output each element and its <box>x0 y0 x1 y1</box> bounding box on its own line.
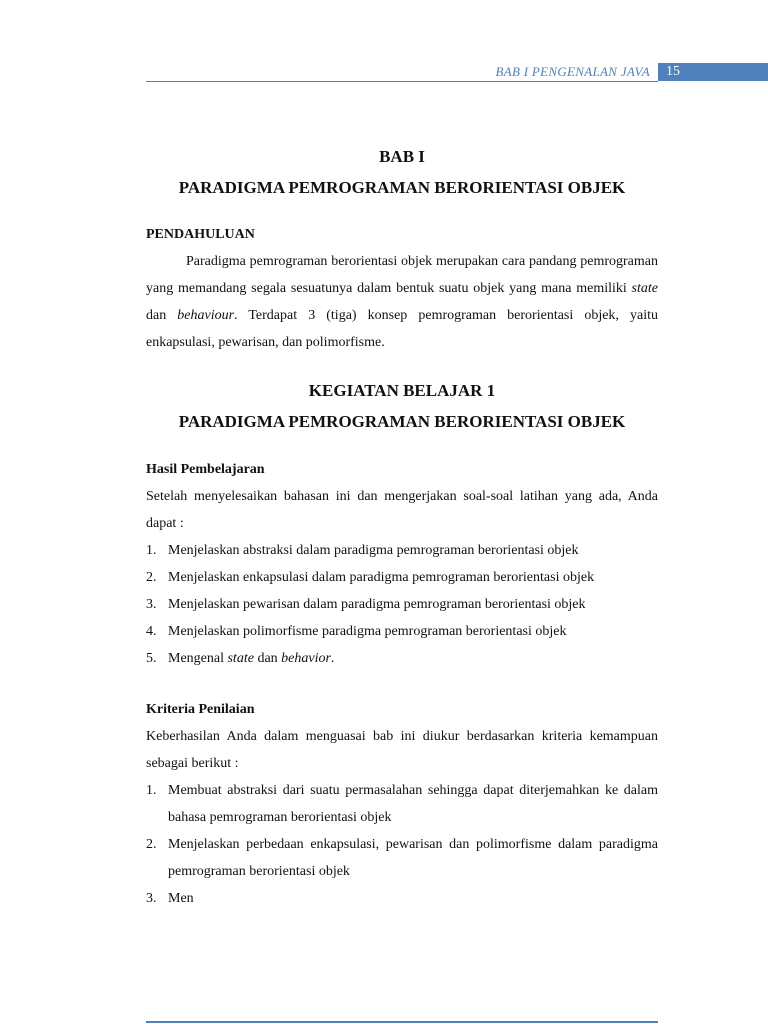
list-item-text: Men <box>168 891 194 906</box>
list-item <box>146 885 658 912</box>
hasil-pembelajaran-list <box>146 537 658 672</box>
list-number: 2. <box>146 837 157 852</box>
list-number: 4. <box>146 624 157 639</box>
kriteria-penilaian-heading: Kriteria Penilaian <box>146 702 255 717</box>
term-state: state <box>227 651 254 666</box>
list-item-text-2: dan <box>253 651 282 666</box>
list-number: 3. <box>146 597 157 612</box>
list-item-text-3: . <box>330 651 335 666</box>
pendahuluan-paragraph <box>146 248 658 356</box>
pendahuluan-text-3: . Terdapat 3 (tiga) konsep pemrograman berorientasi objek, yaitu enkapsulasi, pewarisan, dan polimorfisme. <box>146 308 658 350</box>
list-number: 3. <box>146 891 157 906</box>
pendahuluan-text-1: Paradigma pemrograman berorientasi objek merupakan cara pandang pemrograman yang memandang segala sesuatunya dalam bentuk suatu objek yang mana memiliki <box>146 254 658 296</box>
chapter-label: BAB I <box>379 147 425 166</box>
hasil-pembelajaran-section <box>146 456 658 672</box>
header-rule <box>146 81 658 82</box>
list-item-text: Menjelaskan pewarisan dalam paradigma pemrograman berorientasi objek <box>168 597 586 612</box>
list-number: 1. <box>146 543 157 558</box>
kriteria-penilaian-section <box>146 696 658 912</box>
page-number: 15 <box>666 64 680 79</box>
term-behaviour: behaviour <box>177 308 235 323</box>
list-item <box>146 537 658 564</box>
list-item-text: Membuat abstraksi dari suatu permasalahan sehingga dapat diterjemahkan ke dalam bahasa pemrograman berorientasi objek <box>168 783 658 825</box>
list-item <box>146 618 658 645</box>
hasil-pembelajaran-heading: Hasil Pembelajaran <box>146 462 265 477</box>
list-item <box>146 777 658 831</box>
list-item <box>146 831 658 885</box>
page-content <box>146 141 658 912</box>
term-state: state <box>631 281 658 296</box>
list-number: 1. <box>146 783 157 798</box>
chapter-title: PARADIGMA PEMROGRAMAN BERORIENTASI OBJEK <box>178 178 626 197</box>
pendahuluan-text-2: dan <box>146 308 178 323</box>
list-item <box>146 645 658 672</box>
list-item-text: Menjelaskan abstraksi dalam paradigma pemrograman berorientasi objek <box>168 543 579 558</box>
list-item <box>146 564 658 591</box>
page-number-box <box>658 63 768 81</box>
list-number: 5. <box>146 651 157 666</box>
kegiatan-heading <box>146 375 658 437</box>
list-item-text: Menjelaskan polimorfisme paradigma pemrograman berorientasi objek <box>168 624 567 639</box>
section-spacer <box>146 672 658 696</box>
list-item-text-1: Mengenal <box>168 651 228 666</box>
list-item <box>146 591 658 618</box>
hasil-pembelajaran-intro: Setelah menyelesaikan bahasan ini dan mengerjakan soal-soal latihan yang ada, Anda dapat : <box>146 489 658 531</box>
kegiatan-label: KEGIATAN BELAJAR 1 <box>308 381 496 400</box>
pendahuluan-heading: PENDAHULUAN <box>146 227 255 242</box>
term-behavior: behavior <box>281 651 331 666</box>
list-item-text: Menjelaskan perbedaan enkapsulasi, pewarisan dan polimorfisme dalam paradigma pemrograman berorientasi objek <box>168 837 658 879</box>
kegiatan-title: PARADIGMA PEMROGRAMAN BERORIENTASI OBJEK <box>178 412 626 431</box>
list-number: 2. <box>146 570 157 585</box>
chapter-heading <box>146 141 658 203</box>
list-item-text: Menjelaskan enkapsulasi dalam paradigma pemrograman berorientasi objek <box>168 570 595 585</box>
pendahuluan-section <box>146 221 658 356</box>
running-header-title: BAB I PENGENALAN JAVA <box>495 64 650 79</box>
kriteria-penilaian-intro: Keberhasilan Anda dalam menguasai bab ini diukur berdasarkan kriteria kemampuan sebagai berikut : <box>146 729 658 771</box>
kriteria-penilaian-list <box>146 777 658 912</box>
footer-rule <box>146 1021 658 1023</box>
